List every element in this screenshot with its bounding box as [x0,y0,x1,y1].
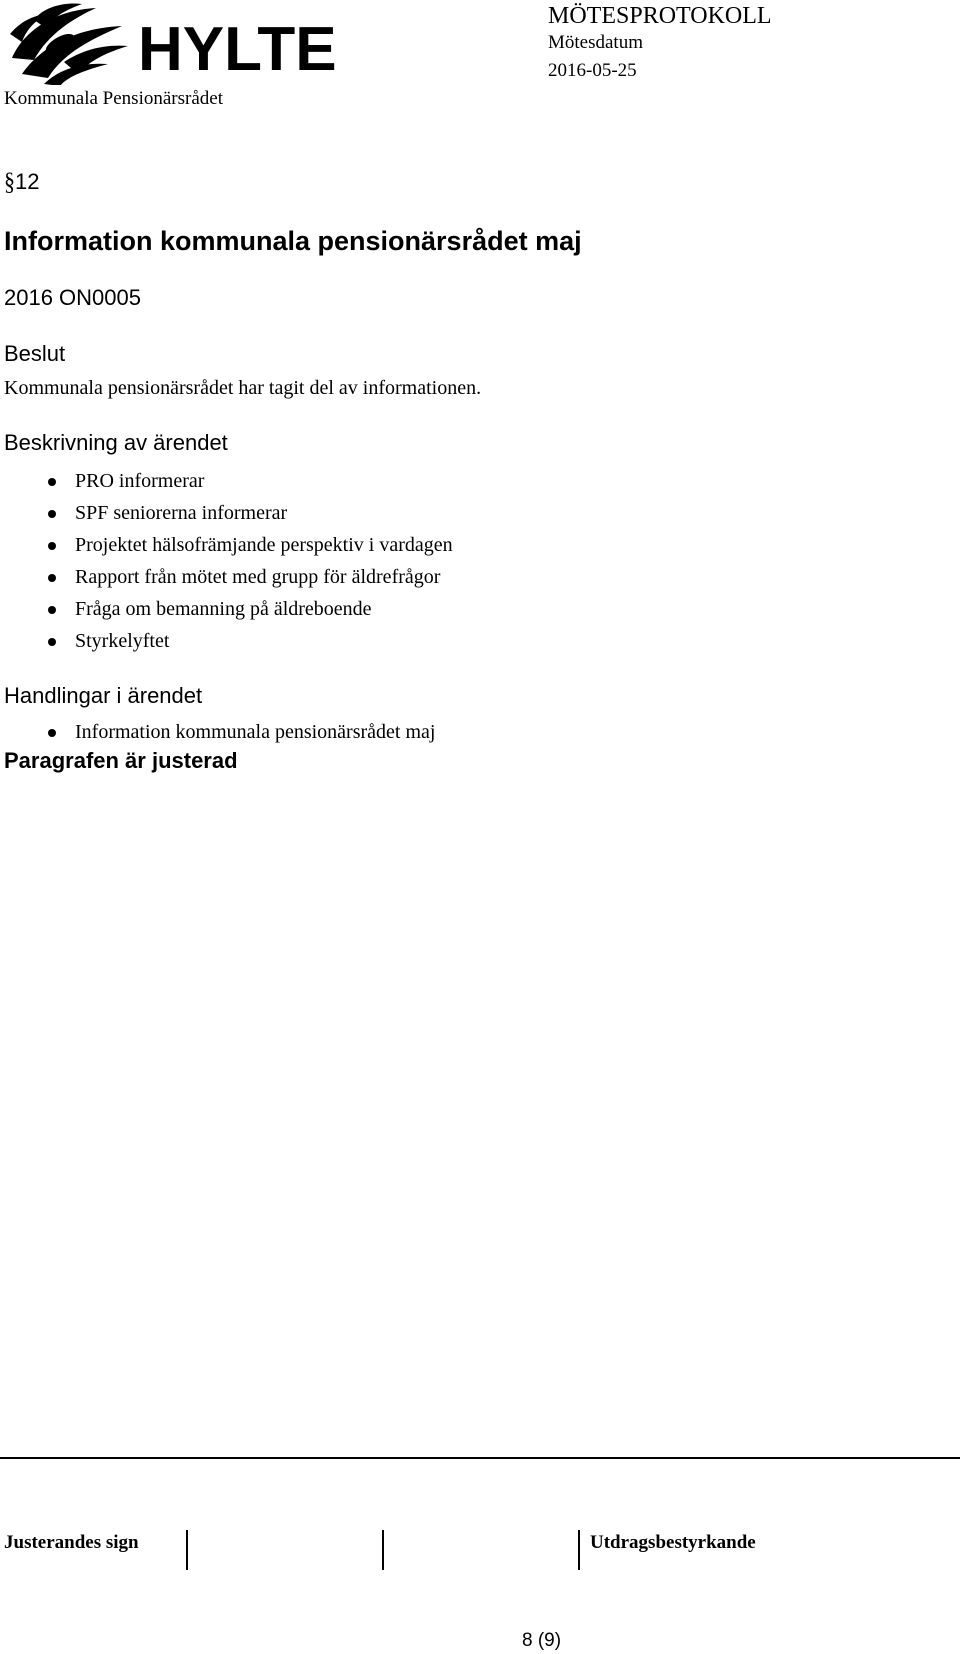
case-id: 2016 ON0005 [4,285,141,310]
hylte-logo [4,0,344,85]
description-list [0,465,453,657]
bullet-icon [48,478,56,486]
decision-heading: Beslut [4,341,66,366]
documents-heading: Handlingar i ärendet [4,683,203,708]
hylte-emblem-icon [4,0,344,85]
logo-wordmark: HYLTE [138,15,337,84]
list-item: SPF seniorerna informerar [0,497,453,529]
section-number [4,169,39,195]
list-item: Information kommunala pensionärsrådet maj [0,716,435,748]
footer-divider [0,1457,960,1459]
document-type: MÖTESPROTOKOLL [548,3,772,29]
signature-divider [382,1530,384,1570]
section-number-value: 12 [15,169,40,194]
bullet-icon [48,638,56,646]
list-item: Styrkelyftet [0,625,453,657]
description-heading: Beskrivning av ärendet [4,430,228,455]
organization-name: Kommunala Pensionärsrådet [4,88,223,109]
justifier-sign-label: Justerandes sign [4,1532,139,1553]
certification-label: Utdragsbestyrkande [590,1532,756,1553]
bullet-icon [48,542,56,550]
page-number: 8 (9) [522,1630,562,1651]
list-item: Rapport från mötet med grupp för äldrefrågor [0,561,453,593]
justified-note: Paragrafen är justerad [4,748,238,773]
list-item: Fråga om bemanning på äldreboende [0,593,453,625]
paragraph-sign: § [4,167,15,196]
bullet-icon [48,606,56,614]
section-title: Information kommunala pensionärsrådet maj [4,226,582,256]
signature-divider [578,1530,580,1570]
list-item: PRO informerar [0,465,453,497]
meeting-date-label: Mötesdatum [548,32,643,53]
decision-text: Kommunala pensionärsrådet har tagit del av informationen. [4,377,482,399]
bullet-icon [48,729,56,737]
bullet-icon [48,510,56,518]
documents-list [0,716,435,748]
signature-divider [186,1530,188,1570]
list-item: Projektet hälsofrämjande perspektiv i vardagen [0,529,453,561]
bullet-icon [48,574,56,582]
meeting-date-value: 2016-05-25 [548,60,637,81]
